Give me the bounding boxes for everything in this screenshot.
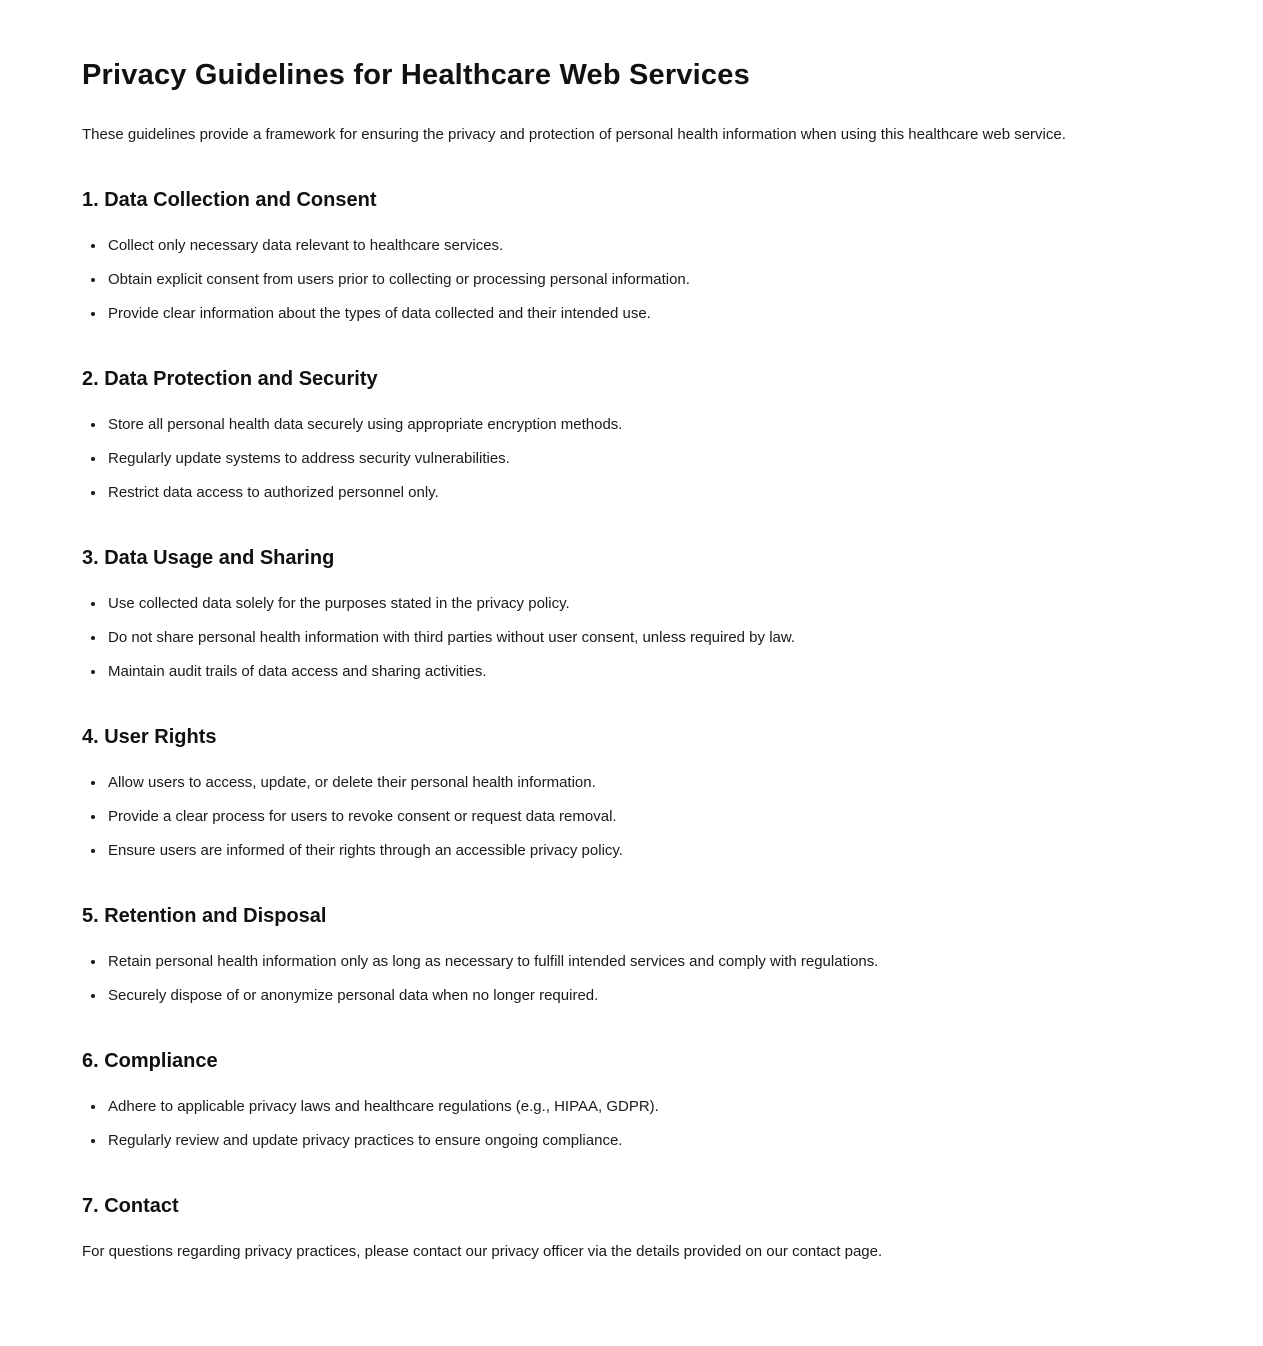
bullet-item: • Use collected data solely for the purposes stated in the privacy policy. [106,593,1181,614]
bullet-item: • Retain personal health information only as long as necessary to fulfill intended services and comply with regulations. [106,951,1181,972]
bullet-item: • Securely dispose of or anonymize personal data when no longer required. [106,985,1181,1006]
section-heading: 4. User Rights [82,726,217,748]
section-data-usage-and-sharing [82,545,1181,682]
section-data-protection-and-security [82,366,1181,503]
bullet-list [82,414,1181,503]
bullet-item: • Regularly review and update privacy practices to ensure ongoing compliance. [106,1130,1181,1151]
section-heading: 1. Data Collection and Consent [82,189,377,211]
bullet-item: • Allow users to access, update, or delete their personal health information. [106,772,1181,793]
section-user-rights [82,724,1181,861]
bullet-item: • Adhere to applicable privacy laws and healthcare regulations (e.g., HIPAA, GDPR). [106,1096,1181,1117]
section-contact [82,1193,1181,1262]
section-retention-and-disposal [82,903,1181,1006]
intro-paragraph: These guidelines provide a framework for ensuring the privacy and protection of personal health information when using this healthcare web service. [82,126,1066,143]
contact-paragraph: For questions regarding privacy practices, please contact our privacy officer via the details provided on our contact page. [82,1243,883,1260]
bullet-item: • Regularly update systems to address security vulnerabilities. [106,448,1181,469]
section-heading: 6. Compliance [82,1050,218,1072]
bullet-list [82,235,1181,324]
bullet-list [82,951,1181,1006]
section-heading: 2. Data Protection and Security [82,368,378,390]
bullet-item: • Do not share personal health information with third parties without user consent, unless required by law. [106,627,1181,648]
bullet-item: • Obtain explicit consent from users prior to collecting or processing personal information. [106,269,1181,290]
bullet-item: • Ensure users are informed of their rights through an accessible privacy policy. [106,840,1181,861]
bullet-item: • Store all personal health data securely using appropriate encryption methods. [106,414,1181,435]
section-heading: 5. Retention and Disposal [82,905,327,927]
bullet-list [82,593,1181,682]
bullet-list [82,772,1181,861]
bullet-item: • Maintain audit trails of data access and sharing activities. [106,661,1181,682]
page-title: Privacy Guidelines for Healthcare Web Services [82,59,750,91]
bullet-item: • Restrict data access to authorized personnel only. [106,482,1181,503]
section-heading: 7. Contact [82,1195,179,1217]
bullet-item: • Provide clear information about the types of data collected and their intended use. [106,303,1181,324]
section-compliance [82,1048,1181,1151]
bullet-list [82,1096,1181,1151]
section-data-collection-and-consent [82,187,1181,324]
bullet-item: • Provide a clear process for users to revoke consent or request data removal. [106,806,1181,827]
section-heading: 3. Data Usage and Sharing [82,547,335,569]
bullet-item: • Collect only necessary data relevant to healthcare services. [106,235,1181,256]
